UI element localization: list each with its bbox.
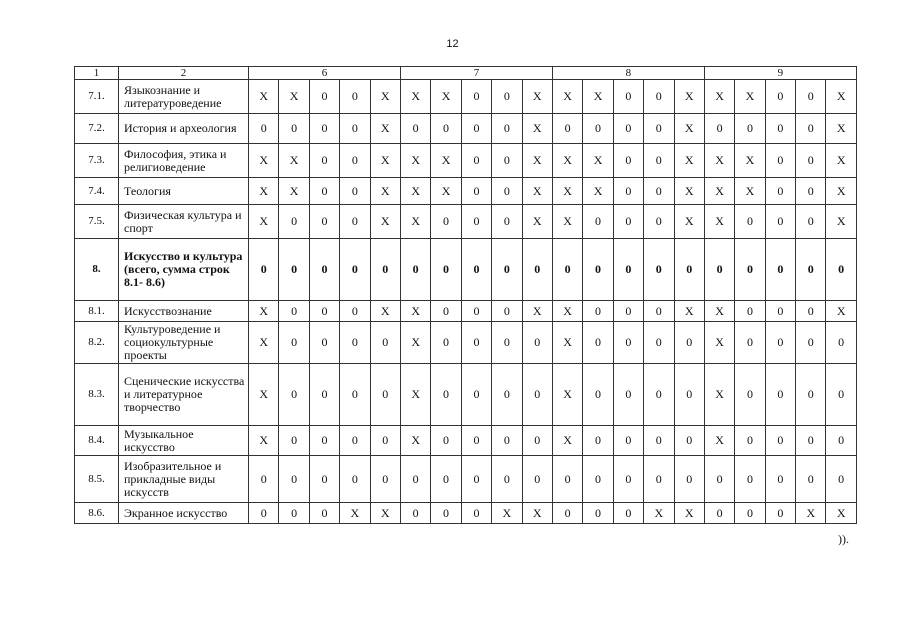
- value-cell: 0: [431, 301, 461, 322]
- value-cell: 0: [431, 114, 461, 144]
- value-cell: 0: [613, 426, 643, 456]
- value-cell: 0: [613, 301, 643, 322]
- value-cell: 0: [765, 456, 795, 503]
- table-row: [75, 364, 857, 426]
- value-cell: X: [704, 80, 734, 114]
- value-cell: X: [552, 80, 582, 114]
- value-cell: X: [552, 178, 582, 205]
- value-cell: 0: [461, 239, 491, 301]
- value-cell: X: [522, 80, 552, 114]
- value-cell: 0: [583, 322, 613, 364]
- value-cell: X: [400, 178, 430, 205]
- table-row: [75, 503, 857, 524]
- value-cell: 0: [552, 239, 582, 301]
- value-cell: X: [249, 80, 279, 114]
- value-cell: X: [796, 503, 826, 524]
- row-code: 8.: [75, 239, 119, 301]
- value-cell: 0: [765, 239, 795, 301]
- value-cell: 0: [735, 322, 765, 364]
- value-cell: 0: [826, 364, 856, 426]
- value-cell: 0: [613, 80, 643, 114]
- value-cell: 0: [309, 364, 339, 426]
- row-name: Экранное искусство: [119, 503, 249, 524]
- value-cell: 0: [400, 503, 430, 524]
- value-cell: X: [552, 205, 582, 239]
- value-cell: 0: [765, 364, 795, 426]
- value-cell: X: [552, 144, 582, 178]
- value-cell: 0: [461, 144, 491, 178]
- value-cell: 0: [613, 239, 643, 301]
- value-cell: X: [400, 144, 430, 178]
- value-cell: 0: [796, 322, 826, 364]
- value-cell: X: [704, 322, 734, 364]
- value-cell: 0: [249, 503, 279, 524]
- value-cell: X: [674, 178, 704, 205]
- table-row: [75, 456, 857, 503]
- value-cell: 0: [340, 456, 370, 503]
- header-col-2: 2: [119, 67, 249, 80]
- value-cell: 0: [461, 322, 491, 364]
- value-cell: X: [400, 301, 430, 322]
- data-table: [74, 66, 857, 524]
- value-cell: X: [826, 503, 856, 524]
- value-cell: 0: [492, 456, 522, 503]
- row-name: Теология: [119, 178, 249, 205]
- value-cell: 0: [461, 205, 491, 239]
- value-cell: X: [583, 178, 613, 205]
- value-cell: 0: [704, 114, 734, 144]
- value-cell: 0: [674, 426, 704, 456]
- value-cell: 0: [249, 456, 279, 503]
- value-cell: 0: [613, 456, 643, 503]
- value-cell: 0: [340, 322, 370, 364]
- value-cell: 0: [644, 456, 674, 503]
- value-cell: X: [826, 114, 856, 144]
- value-cell: 0: [279, 503, 309, 524]
- value-cell: 0: [370, 426, 400, 456]
- table-row: [75, 205, 857, 239]
- value-cell: 0: [796, 456, 826, 503]
- value-cell: X: [674, 503, 704, 524]
- value-cell: X: [522, 205, 552, 239]
- value-cell: 0: [644, 144, 674, 178]
- value-cell: X: [644, 503, 674, 524]
- value-cell: 0: [826, 426, 856, 456]
- value-cell: 0: [674, 239, 704, 301]
- value-cell: X: [370, 205, 400, 239]
- value-cell: 0: [704, 239, 734, 301]
- value-cell: X: [279, 80, 309, 114]
- value-cell: 0: [279, 426, 309, 456]
- value-cell: X: [704, 364, 734, 426]
- value-cell: X: [583, 144, 613, 178]
- value-cell: 0: [644, 239, 674, 301]
- value-cell: X: [826, 144, 856, 178]
- value-cell: X: [279, 178, 309, 205]
- row-code: 8.4.: [75, 426, 119, 456]
- value-cell: X: [522, 503, 552, 524]
- row-code: 8.2.: [75, 322, 119, 364]
- value-cell: X: [826, 178, 856, 205]
- value-cell: 0: [492, 205, 522, 239]
- value-cell: 0: [340, 239, 370, 301]
- value-cell: 0: [370, 322, 400, 364]
- value-cell: X: [674, 80, 704, 114]
- value-cell: X: [279, 144, 309, 178]
- row-code: 8.3.: [75, 364, 119, 426]
- value-cell: 0: [309, 239, 339, 301]
- value-cell: 0: [735, 503, 765, 524]
- value-cell: X: [400, 364, 430, 426]
- value-cell: X: [522, 301, 552, 322]
- value-cell: 0: [279, 456, 309, 503]
- value-cell: 0: [613, 205, 643, 239]
- value-cell: X: [370, 114, 400, 144]
- value-cell: X: [370, 80, 400, 114]
- value-cell: X: [370, 144, 400, 178]
- header-col-1: 1: [75, 67, 119, 80]
- row-code: 7.1.: [75, 80, 119, 114]
- value-cell: X: [249, 322, 279, 364]
- value-cell: X: [370, 503, 400, 524]
- value-cell: 0: [340, 178, 370, 205]
- value-cell: 0: [492, 426, 522, 456]
- value-cell: 0: [309, 205, 339, 239]
- value-cell: 0: [765, 178, 795, 205]
- value-cell: 0: [492, 301, 522, 322]
- closing-marks: )).: [838, 532, 849, 546]
- value-cell: 0: [765, 144, 795, 178]
- row-name: Искусство и культура (всего, сумма строк 8.1- 8.6): [119, 239, 249, 301]
- header-group-9: 9: [704, 67, 856, 80]
- value-cell: 0: [309, 80, 339, 114]
- value-cell: X: [826, 205, 856, 239]
- value-cell: X: [674, 114, 704, 144]
- value-cell: 0: [340, 80, 370, 114]
- value-cell: 0: [674, 364, 704, 426]
- value-cell: 0: [796, 426, 826, 456]
- value-cell: 0: [309, 426, 339, 456]
- value-cell: 0: [461, 426, 491, 456]
- value-cell: 0: [613, 364, 643, 426]
- value-cell: 0: [340, 426, 370, 456]
- value-cell: X: [431, 144, 461, 178]
- value-cell: X: [704, 426, 734, 456]
- value-cell: 0: [735, 114, 765, 144]
- value-cell: 0: [492, 114, 522, 144]
- value-cell: 0: [279, 239, 309, 301]
- header-group-8: 8: [552, 67, 704, 80]
- value-cell: 0: [644, 301, 674, 322]
- value-cell: 0: [796, 80, 826, 114]
- value-cell: 0: [583, 205, 613, 239]
- value-cell: 0: [644, 364, 674, 426]
- value-cell: 0: [765, 426, 795, 456]
- value-cell: 0: [340, 144, 370, 178]
- value-cell: X: [249, 205, 279, 239]
- value-cell: 0: [309, 503, 339, 524]
- value-cell: 0: [249, 114, 279, 144]
- value-cell: 0: [370, 456, 400, 503]
- row-name: Сценические искусства и литературное творчество: [119, 364, 249, 426]
- value-cell: 0: [309, 178, 339, 205]
- value-cell: 0: [461, 178, 491, 205]
- value-cell: 0: [674, 322, 704, 364]
- value-cell: 0: [765, 114, 795, 144]
- value-cell: 0: [309, 114, 339, 144]
- row-name: История и археология: [119, 114, 249, 144]
- table-row: [75, 322, 857, 364]
- value-cell: 0: [431, 456, 461, 503]
- value-cell: X: [370, 301, 400, 322]
- value-cell: 0: [431, 364, 461, 426]
- value-cell: 0: [674, 456, 704, 503]
- value-cell: X: [400, 205, 430, 239]
- value-cell: X: [735, 178, 765, 205]
- value-cell: 0: [796, 364, 826, 426]
- row-code: 7.2.: [75, 114, 119, 144]
- value-cell: 0: [492, 144, 522, 178]
- value-cell: 0: [400, 239, 430, 301]
- value-cell: X: [552, 426, 582, 456]
- value-cell: 0: [826, 322, 856, 364]
- row-code: 8.6.: [75, 503, 119, 524]
- value-cell: 0: [796, 178, 826, 205]
- value-cell: 0: [431, 503, 461, 524]
- value-cell: 0: [522, 456, 552, 503]
- value-cell: 0: [461, 456, 491, 503]
- value-cell: 0: [340, 205, 370, 239]
- value-cell: X: [735, 144, 765, 178]
- value-cell: 0: [309, 322, 339, 364]
- page-number: 12: [446, 38, 459, 50]
- value-cell: 0: [735, 364, 765, 426]
- value-cell: 0: [309, 301, 339, 322]
- value-cell: 0: [492, 80, 522, 114]
- value-cell: X: [704, 301, 734, 322]
- value-cell: 0: [613, 503, 643, 524]
- value-cell: 0: [431, 239, 461, 301]
- value-cell: 0: [552, 456, 582, 503]
- value-cell: X: [552, 301, 582, 322]
- table-row: [75, 426, 857, 456]
- value-cell: X: [826, 301, 856, 322]
- value-cell: 0: [613, 178, 643, 205]
- value-cell: 0: [279, 364, 309, 426]
- value-cell: 0: [704, 503, 734, 524]
- row-code: 7.3.: [75, 144, 119, 178]
- value-cell: 0: [644, 205, 674, 239]
- table-row: [75, 178, 857, 205]
- header-row: [75, 67, 857, 80]
- value-cell: X: [674, 144, 704, 178]
- header-group-6: 6: [249, 67, 401, 80]
- value-cell: 0: [522, 426, 552, 456]
- value-cell: 0: [249, 239, 279, 301]
- value-cell: 0: [400, 456, 430, 503]
- value-cell: 0: [492, 239, 522, 301]
- value-cell: X: [431, 80, 461, 114]
- table-row: [75, 144, 857, 178]
- value-cell: X: [400, 80, 430, 114]
- value-cell: 0: [461, 80, 491, 114]
- value-cell: X: [674, 301, 704, 322]
- value-cell: X: [735, 80, 765, 114]
- value-cell: 0: [644, 80, 674, 114]
- value-cell: 0: [704, 456, 734, 503]
- value-cell: 0: [461, 364, 491, 426]
- value-cell: 0: [583, 239, 613, 301]
- value-cell: 0: [644, 426, 674, 456]
- value-cell: 0: [583, 426, 613, 456]
- value-cell: 0: [431, 205, 461, 239]
- table-row: [75, 114, 857, 144]
- value-cell: 0: [370, 364, 400, 426]
- row-name: Физическая культура и спорт: [119, 205, 249, 239]
- row-code: 7.5.: [75, 205, 119, 239]
- value-cell: X: [583, 80, 613, 114]
- table-row: [75, 239, 857, 301]
- value-cell: 0: [370, 239, 400, 301]
- value-cell: X: [552, 364, 582, 426]
- value-cell: X: [249, 301, 279, 322]
- value-cell: 0: [340, 364, 370, 426]
- value-cell: 0: [583, 364, 613, 426]
- table-row: [75, 80, 857, 114]
- value-cell: X: [522, 178, 552, 205]
- row-name: Языкознание и литературоведение: [119, 80, 249, 114]
- value-cell: 0: [765, 301, 795, 322]
- table-row: [75, 301, 857, 322]
- row-name: Искусствознание: [119, 301, 249, 322]
- value-cell: X: [249, 144, 279, 178]
- value-cell: 0: [552, 503, 582, 524]
- value-cell: 0: [340, 114, 370, 144]
- value-cell: 0: [522, 239, 552, 301]
- value-cell: 0: [492, 178, 522, 205]
- value-cell: 0: [613, 114, 643, 144]
- value-cell: 0: [400, 114, 430, 144]
- value-cell: 0: [765, 503, 795, 524]
- value-cell: 0: [613, 322, 643, 364]
- value-cell: X: [522, 144, 552, 178]
- value-cell: X: [826, 80, 856, 114]
- value-cell: X: [431, 178, 461, 205]
- row-code: 8.1.: [75, 301, 119, 322]
- value-cell: X: [340, 503, 370, 524]
- value-cell: 0: [309, 144, 339, 178]
- header-group-7: 7: [400, 67, 552, 80]
- value-cell: 0: [765, 205, 795, 239]
- value-cell: 0: [583, 301, 613, 322]
- value-cell: X: [704, 178, 734, 205]
- value-cell: 0: [796, 114, 826, 144]
- value-cell: 0: [279, 205, 309, 239]
- row-code: 7.4.: [75, 178, 119, 205]
- value-cell: 0: [765, 322, 795, 364]
- value-cell: 0: [735, 426, 765, 456]
- value-cell: 0: [826, 239, 856, 301]
- value-cell: 0: [461, 114, 491, 144]
- value-cell: 0: [461, 503, 491, 524]
- value-cell: 0: [826, 456, 856, 503]
- value-cell: X: [492, 503, 522, 524]
- value-cell: 0: [309, 456, 339, 503]
- value-cell: 0: [796, 205, 826, 239]
- value-cell: 0: [461, 301, 491, 322]
- value-cell: X: [370, 178, 400, 205]
- value-cell: 0: [796, 301, 826, 322]
- value-cell: 0: [644, 322, 674, 364]
- value-cell: 0: [552, 114, 582, 144]
- value-cell: 0: [583, 456, 613, 503]
- value-cell: X: [704, 205, 734, 239]
- value-cell: 0: [796, 239, 826, 301]
- value-cell: X: [249, 364, 279, 426]
- row-name: Изобразительное и прикладные виды искусств: [119, 456, 249, 503]
- value-cell: X: [704, 144, 734, 178]
- value-cell: 0: [522, 364, 552, 426]
- value-cell: X: [249, 426, 279, 456]
- value-cell: 0: [735, 239, 765, 301]
- value-cell: 0: [735, 456, 765, 503]
- value-cell: 0: [644, 178, 674, 205]
- value-cell: X: [552, 322, 582, 364]
- row-name: Музыкальное искусство: [119, 426, 249, 456]
- value-cell: 0: [279, 114, 309, 144]
- value-cell: X: [522, 114, 552, 144]
- value-cell: 0: [279, 322, 309, 364]
- value-cell: 0: [279, 301, 309, 322]
- value-cell: 0: [583, 114, 613, 144]
- value-cell: X: [674, 205, 704, 239]
- value-cell: 0: [765, 80, 795, 114]
- value-cell: 0: [613, 144, 643, 178]
- value-cell: X: [249, 178, 279, 205]
- row-name: Культуроведение и социокультурные проекты: [119, 322, 249, 364]
- value-cell: 0: [431, 426, 461, 456]
- row-code: 8.5.: [75, 456, 119, 503]
- value-cell: 0: [735, 205, 765, 239]
- row-name: Философия, этика и религиоведение: [119, 144, 249, 178]
- value-cell: 0: [735, 301, 765, 322]
- value-cell: 0: [340, 301, 370, 322]
- value-cell: 0: [796, 144, 826, 178]
- value-cell: X: [400, 426, 430, 456]
- value-cell: X: [400, 322, 430, 364]
- value-cell: 0: [583, 503, 613, 524]
- value-cell: 0: [431, 322, 461, 364]
- value-cell: 0: [522, 322, 552, 364]
- value-cell: 0: [644, 114, 674, 144]
- value-cell: 0: [492, 322, 522, 364]
- value-cell: 0: [492, 364, 522, 426]
